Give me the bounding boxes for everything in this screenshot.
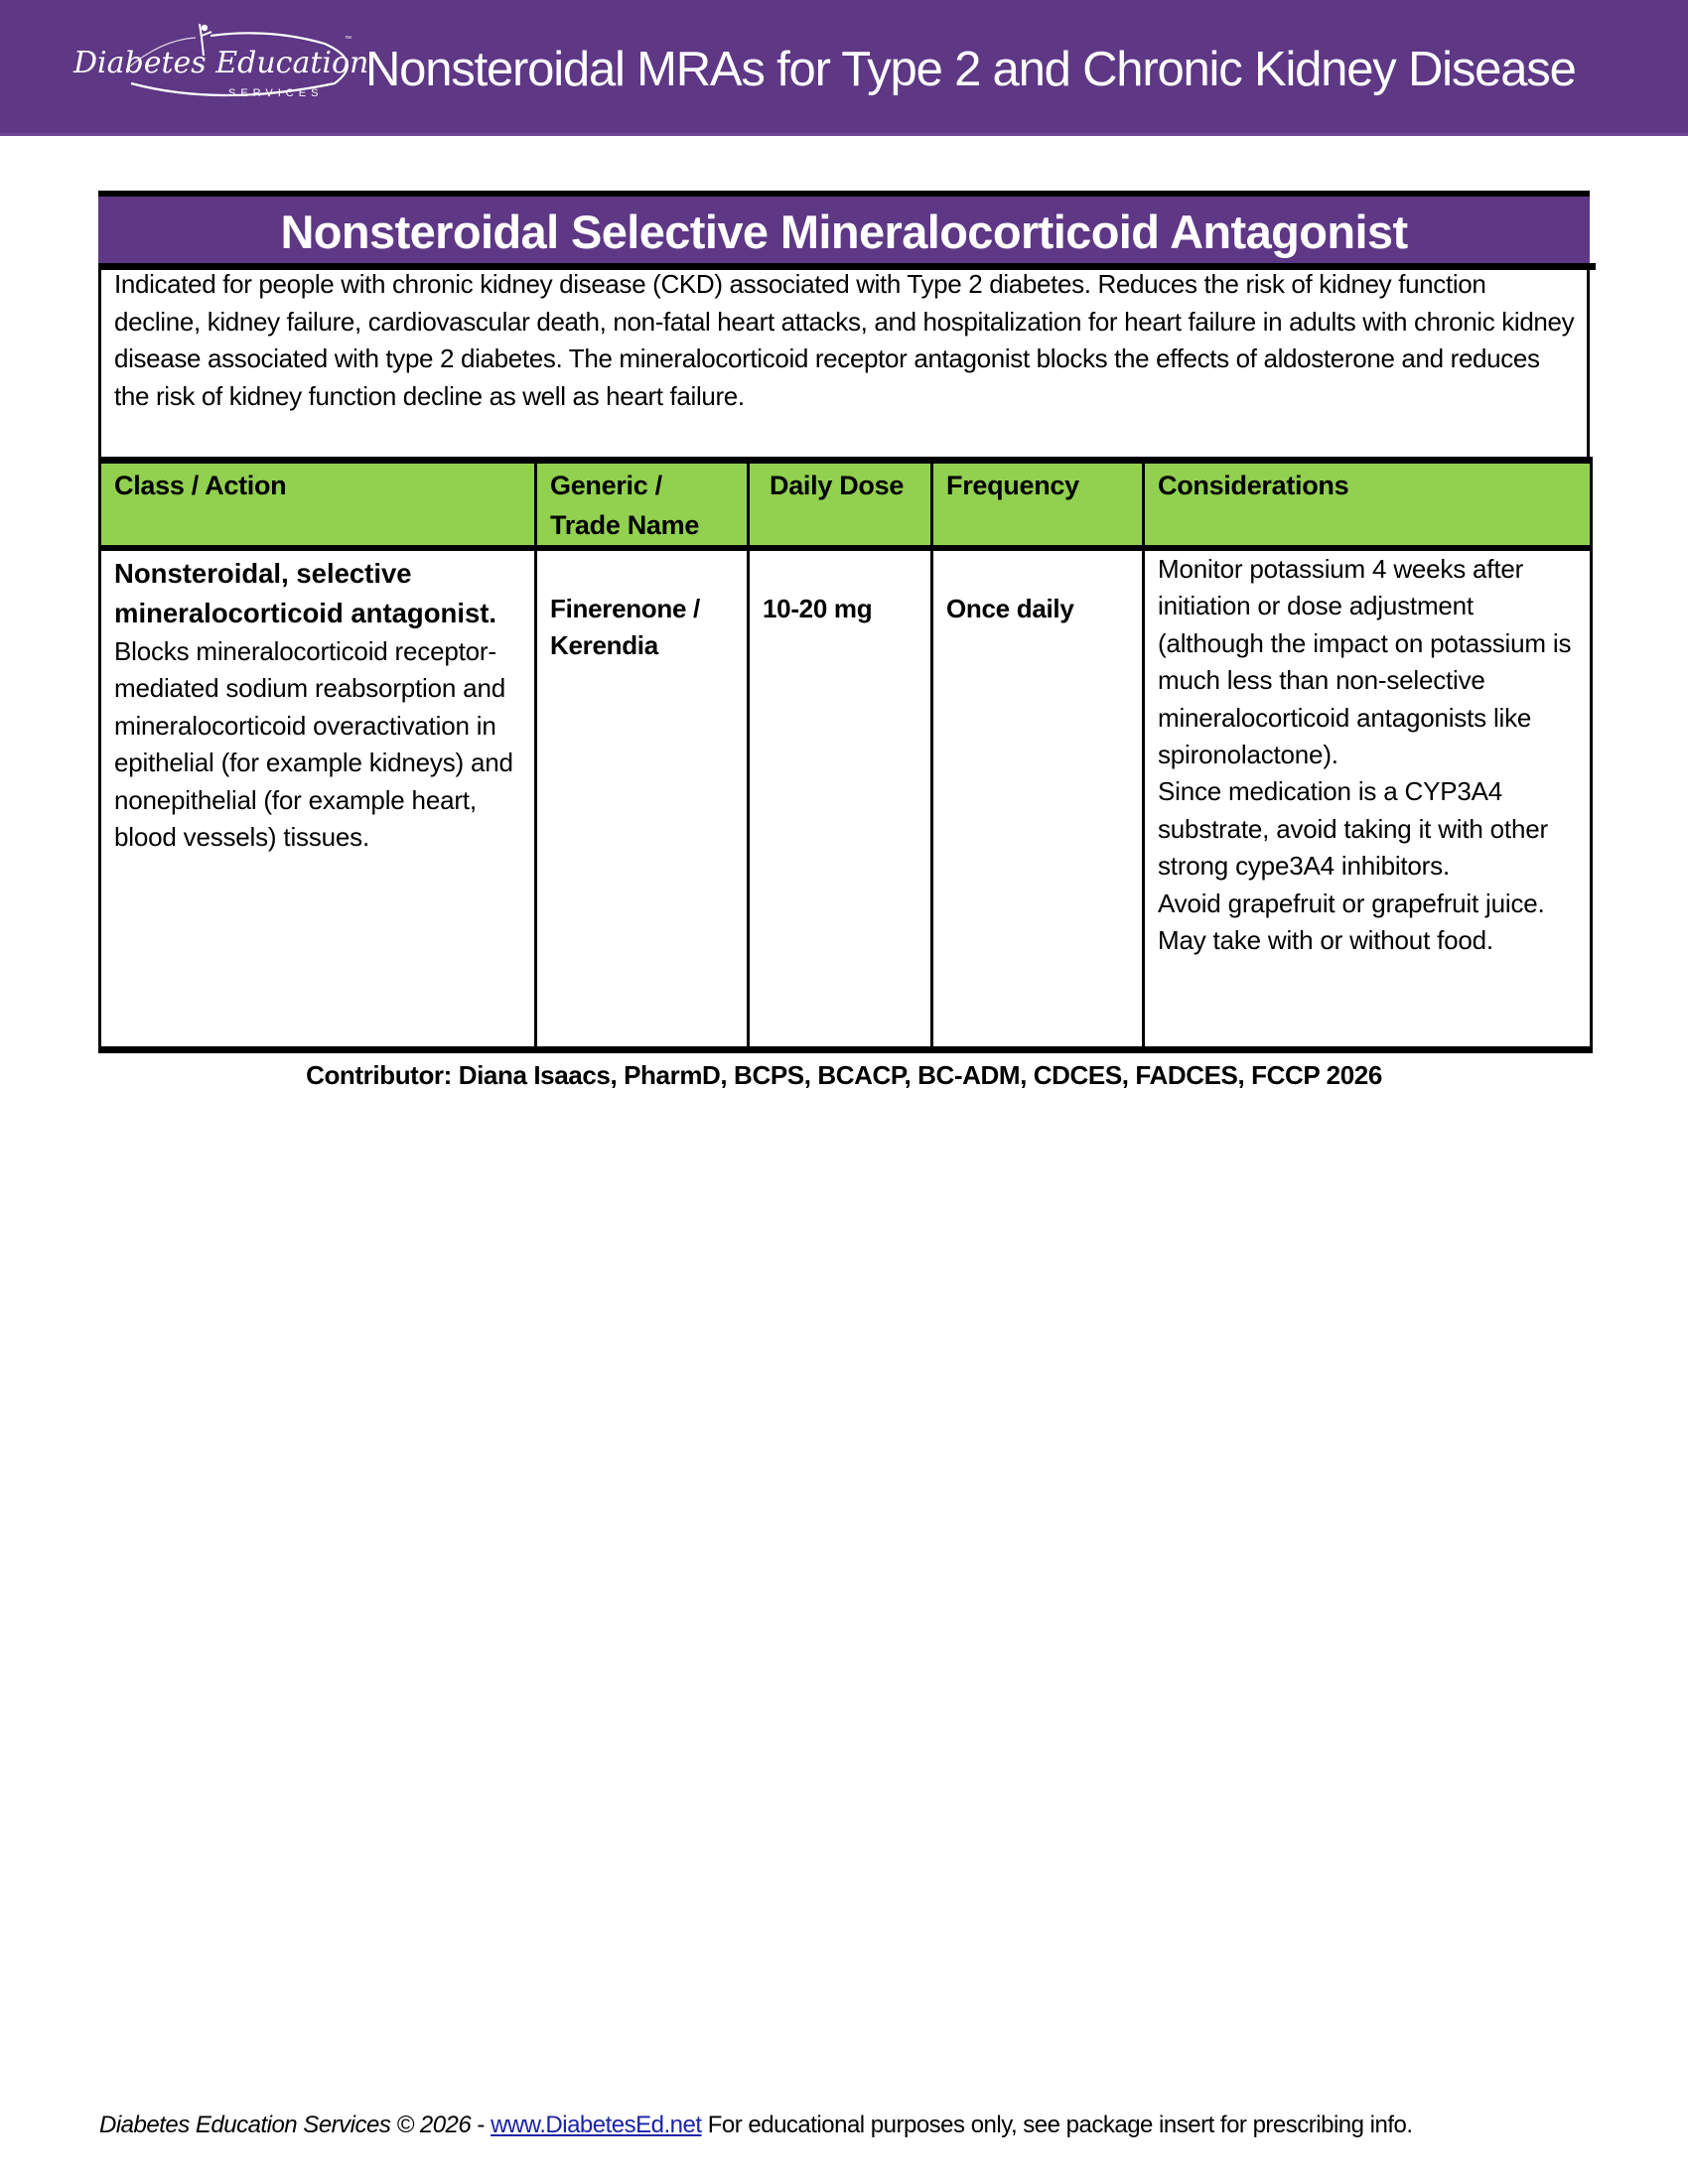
website-link[interactable]: www.DiabetesEd.net	[491, 2112, 702, 2138]
section-title-band	[98, 191, 1590, 263]
generic-trade-cell: Finerenone / Kerendia	[536, 548, 749, 1049]
consideration-item: Monitor potassium 4 weeks after initiation or dose adjustment (although the impact on potassium is much less than non-selective mineralocorticoid antagonists like spironolactone).	[1158, 554, 1572, 770]
consideration-item: May take with or without food.	[1158, 925, 1493, 956]
frequency-cell: Once daily	[932, 548, 1144, 1049]
considerations-cell	[1144, 548, 1592, 1049]
consideration-item: Since medication is a CYP3A4 substrate, avoid taking it with other strong cype3A4 inhibitors.	[1158, 776, 1548, 882]
column-header-daily-dose: Daily Dose	[749, 461, 932, 549]
contributor-credit: Contributor: Diana Isaacs, PharmD, BCPS, BCACP, BC-ADM, CDCES, FADCES, FCCP 2026	[306, 1060, 1382, 1090]
trademark-symbol: ™	[345, 36, 352, 43]
section-title: Nonsteroidal Selective Mineralocorticoid Antagonist	[280, 205, 1408, 258]
column-header-frequency: Frequency	[932, 461, 1144, 549]
page-footer	[99, 2109, 1648, 2142]
medication-table	[98, 457, 1590, 1047]
indication-description: Indicated for people with chronic kidney disease (CKD) associated with Type 2 diabetes. Reduces the risk of kidney function decline, kidney failure, cardiovascular death, non-fatal heart attacks, and hospitalization for heart failure in adults with chronic kidney disease associated with type 2 diabetes. The mineralocorticoid receptor antagonist blocks the effects of aldosterone and reduces the risk of kidney function decline as well as heart failure.	[98, 264, 1590, 459]
class-action-text: Blocks mineralocorticoid receptor-mediated sodium reabsorption and mineralocorticoid overactivation in epithelial (for example kidneys) and nonepithelial (for example heart, blood vessels) tissues.	[114, 636, 513, 853]
column-header-class-action: Class / Action	[100, 461, 536, 549]
logo-wordmark: Diabetes Education	[73, 46, 369, 80]
consideration-item: Avoid grapefruit or grapefruit juice.	[1158, 887, 1545, 918]
class-title: Nonsteroidal, selective mineralocorticoid antagonist.	[114, 558, 497, 628]
table-header-row	[100, 461, 1592, 549]
class-action-cell	[100, 548, 536, 1049]
disclaimer-text: For educational purposes only, see package insert for prescribing info.	[701, 2112, 1413, 2138]
logo-subtext: SERVICES	[228, 87, 324, 99]
column-header-considerations: Considerations	[1144, 461, 1592, 549]
page-header	[0, 0, 1688, 136]
footer-separator: -	[471, 2112, 492, 2138]
table-row	[100, 548, 1592, 1049]
diabetes-education-services-logo[interactable]	[71, 22, 369, 103]
daily-dose-cell: 10-20 mg	[749, 548, 932, 1049]
copyright-text: Diabetes Education Services © 2026	[99, 2112, 472, 2138]
page-title: Nonsteroidal MRAs for Type 2 and Chronic Kidney Disease	[365, 43, 1576, 96]
column-header-generic-trade: Generic / Trade Name	[536, 461, 749, 549]
